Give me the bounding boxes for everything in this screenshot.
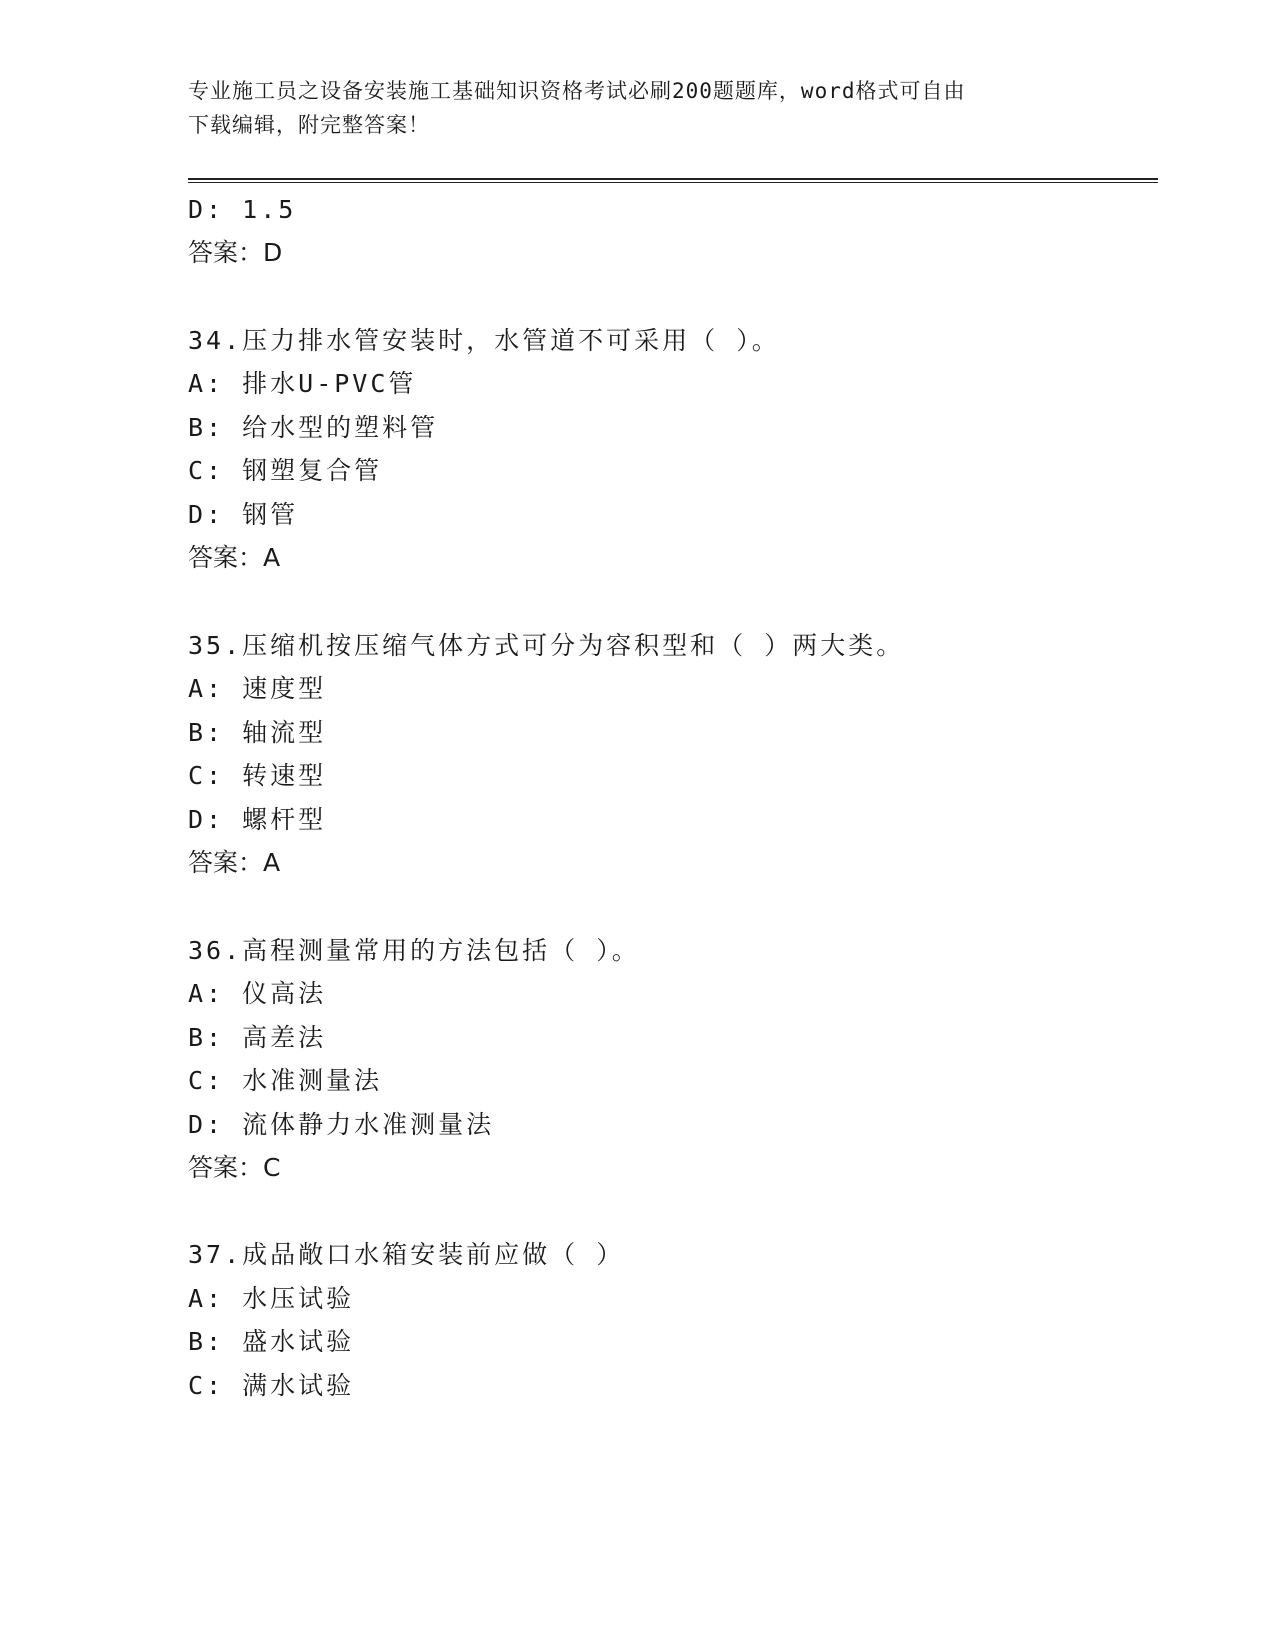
document-header xyxy=(188,74,1068,142)
option-a: A: 排水U-PVC管 xyxy=(188,369,417,398)
option-c: C: 钢塑复合管 xyxy=(188,456,383,485)
question-stem-37: 37.成品敞口水箱安装前应做（ ） xyxy=(188,1240,625,1269)
option-d: D: 流体静力水准测量法 xyxy=(188,1110,495,1139)
divider-line-thick xyxy=(188,178,1158,180)
header-title-line-1: 专业施工员之设备安装施工基础知识资格考试必刷200题题库，word格式可自由 xyxy=(188,79,966,103)
answer-line: 答案：A xyxy=(188,543,281,572)
option-a: A: 仪高法 xyxy=(188,979,327,1008)
header-divider xyxy=(188,178,1158,184)
option-d: D: 1.5 xyxy=(188,195,297,224)
option-b: B: 给水型的塑料管 xyxy=(188,413,439,442)
divider-line-thin xyxy=(188,182,1158,183)
option-b: B: 盛水试验 xyxy=(188,1327,355,1356)
question-stem-36: 36.高程测量常用的方法包括（ ）。 xyxy=(188,936,640,965)
option-d: D: 钢管 xyxy=(188,500,299,529)
option-c: C: 水准测量法 xyxy=(188,1066,383,1095)
option-b: B: 轴流型 xyxy=(188,718,327,747)
answer-line: 答案：C xyxy=(188,1153,281,1182)
option-a: A: 水压试验 xyxy=(188,1284,355,1313)
question-stem-34: 34.压力排水管安装时，水管道不可采用（ ）。 xyxy=(188,326,780,355)
header-title-line-2: 下载编辑，附完整答案！ xyxy=(188,113,430,137)
option-a: A: 速度型 xyxy=(188,674,327,703)
option-b: B: 高差法 xyxy=(188,1023,327,1052)
option-d: D: 螺杆型 xyxy=(188,805,327,834)
answer-line: 答案：D xyxy=(188,238,283,267)
question-stem-35: 35.压缩机按压缩气体方式可分为容积型和（ ）两大类。 xyxy=(188,631,905,660)
option-c: C: 转速型 xyxy=(188,761,327,790)
option-c: C: 满水试验 xyxy=(188,1371,355,1400)
answer-line: 答案：A xyxy=(188,848,281,877)
